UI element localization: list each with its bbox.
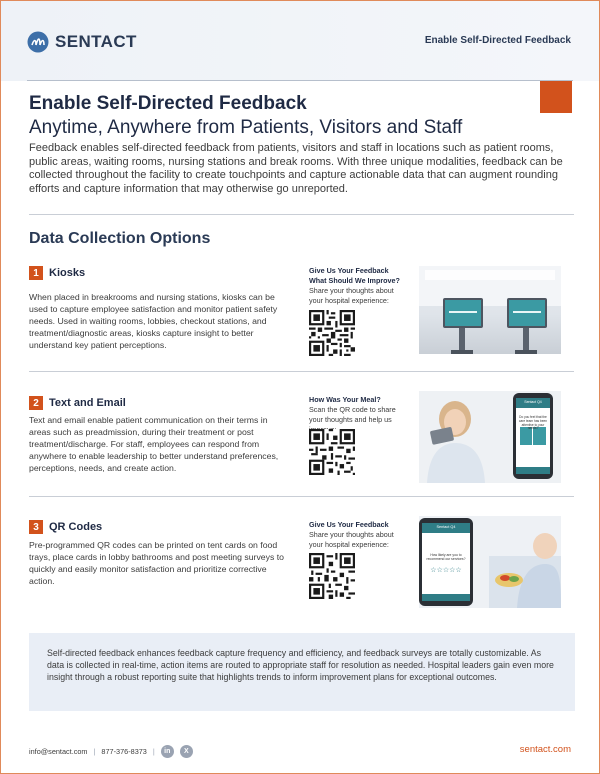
qr-title: Give Us Your Feedback bbox=[309, 266, 389, 275]
footer-phone[interactable]: 877-376-8373 bbox=[101, 747, 147, 756]
option-title: QR Codes bbox=[49, 521, 103, 533]
phone-header: Sentact Q4 bbox=[524, 400, 542, 404]
option-title: Text and Email bbox=[49, 397, 126, 409]
qr-subtitle: Share your thoughts about your hospital experience: bbox=[309, 286, 394, 305]
option-number: 2 bbox=[29, 396, 43, 410]
footer-website-link[interactable]: sentact.com bbox=[519, 744, 571, 755]
qr-title: Give Us Your Feedback bbox=[309, 520, 389, 529]
phone-header: Sentact Q4 bbox=[436, 525, 456, 529]
linkedin-icon[interactable]: in bbox=[161, 745, 174, 758]
patient-phone-photo bbox=[419, 391, 561, 483]
qr-code-icon[interactable] bbox=[309, 310, 355, 356]
footer-separator: | bbox=[152, 747, 155, 756]
page-subtitle: Anytime, Anywhere from Patients, Visitors and Staff bbox=[29, 117, 463, 138]
sentact-wave-icon bbox=[27, 31, 49, 53]
qr-card bbox=[309, 266, 409, 306]
option-text-email-heading bbox=[29, 396, 126, 410]
footer bbox=[29, 745, 193, 758]
callout-text: Self-directed feedback enhances feedback capture frequency and efficiency, and feedback surveys are totally customizable. As data is collected in real-time, action items are routed to appropriate staff for resolution as needed. Hospital leaders gain even more insight through a robust reporting suite that highlights trends to inform improvement plans for exceptional outcomes. bbox=[47, 648, 554, 683]
intro-paragraph: Feedback enables self-directed feedback from patients, visitors and staff in locations such as patient rooms, public areas, waiting rooms, nursing stations and break rooms. With three unique modalities, feedback can be collected throughout the facility to create touchpoints and capture actionable data that can augment rounding efforts and capture information that may otherwise go unreported. bbox=[29, 142, 563, 195]
kiosk-illustration-icon bbox=[419, 266, 561, 354]
summary-callout bbox=[29, 633, 575, 711]
patient-in-bed-illustration-icon bbox=[419, 516, 561, 608]
footer-email[interactable]: info@sentact.com bbox=[29, 747, 88, 756]
header-label: Enable Self-Directed Feedback bbox=[424, 35, 571, 46]
accent-block bbox=[540, 81, 572, 113]
qr-code-icon[interactable] bbox=[309, 429, 355, 475]
option-qr-codes-body: Pre-programmed QR codes can be printed on tent cards on food trays, place cards in lobby bathrooms and post meeting surveys to quickly and easily monitor satisfaction and prioritize corrective action. bbox=[29, 540, 284, 586]
footer-separator: | bbox=[93, 747, 96, 756]
option-text-email-body: Text and email enable patient communication on their terms in areas such as preadmission, during their treatment or post treatment/discharge. For staff, employees can respond from anywhere to enable leadership to better understand preferences, perceptions, needs, and create action. bbox=[29, 415, 279, 473]
divider bbox=[29, 496, 574, 497]
x-twitter-icon[interactable]: X bbox=[180, 745, 193, 758]
option-number: 1 bbox=[29, 266, 43, 280]
option-kiosks-heading bbox=[29, 266, 85, 280]
qr-subtitle: Share your thoughts about your hospital experience: bbox=[309, 530, 394, 549]
qr-code-icon[interactable] bbox=[309, 553, 355, 599]
rating-stars[interactable]: ☆☆☆☆☆ bbox=[430, 567, 462, 574]
divider bbox=[29, 371, 574, 372]
option-qr-codes-heading bbox=[29, 520, 102, 534]
patient-with-phone-illustration-icon bbox=[419, 391, 561, 483]
qr-title-secondary: What Should We Improve? bbox=[309, 276, 400, 285]
hospital-bed-photo bbox=[419, 516, 561, 608]
qr-subtitle: Scan the QR code to share your thoughts and help us bbox=[309, 405, 396, 424]
divider bbox=[29, 214, 574, 215]
kiosk-photo bbox=[419, 266, 561, 354]
qr-card bbox=[309, 520, 409, 550]
brand-name: SENTACT bbox=[55, 32, 137, 51]
brand-logo[interactable] bbox=[27, 31, 137, 53]
phone-question: Do you feel that the care team has been attentive to your needs? bbox=[518, 415, 548, 431]
page-title: Enable Self-Directed Feedback bbox=[29, 93, 307, 114]
option-kiosks-body: When placed in breakrooms and nursing stations, kiosks can be used to capture employee satisfaction and monitor patient safety needs. Used in waiting rooms, lobbies, checkout stations, and treatment/diagnostic areas, kiosks capture insight to better understand key patient perceptions. bbox=[29, 292, 278, 350]
qr-title: How Was Your Meal? bbox=[309, 395, 381, 404]
option-number: 3 bbox=[29, 520, 43, 534]
phone-question: How likely are you to recommend our services? bbox=[426, 553, 466, 561]
section-title: Data Collection Options bbox=[29, 230, 211, 247]
option-title: Kiosks bbox=[49, 267, 86, 279]
header-divider bbox=[27, 80, 573, 81]
header-band bbox=[1, 1, 599, 81]
